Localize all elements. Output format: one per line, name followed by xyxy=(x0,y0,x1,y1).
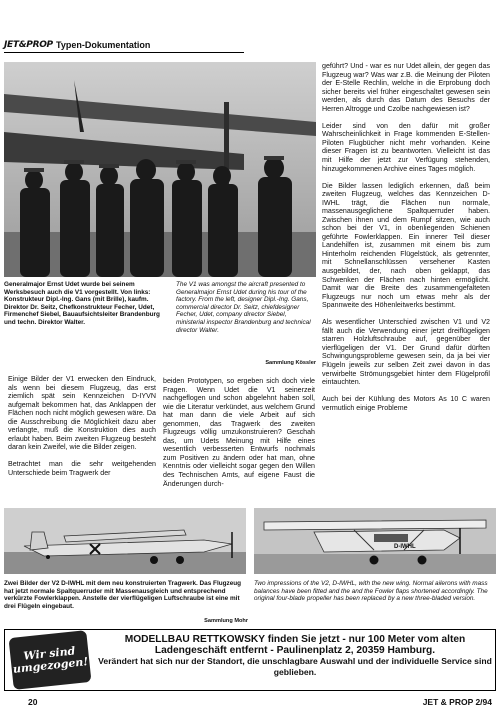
paragraph: beiden Prototypen, so ergeben sich doch viele Fragen. Wenn Udet die V1 seinerzeit nachgeflogen und schon abgelehnt haben soll, wie die Literatur verkündet, aus welchem Grund hat man dann die viele Arbeit auf sich genommen, das Tragwerk des zweiten Flugzeugs völlig umzukonstruieren? Geschah das, um Udets Meinung mit Hilfe eines wesentlich verbesserten Entwurfs nochmals zum Positiven zu ändern oder hat man, ohne Kenntnis oder vielleicht sogar gegen den Willen des Technischen Amts, auf eigene Faust die Änderungen durch- xyxy=(163,377,315,488)
paragraph: Als wesentlicher Unterschied zwischen V1 und V2 fällt auch die Verwendung einer jetzt dreiflügeligen starren Holzluftschraube auf, gegenüber der vierflügeligen der V1. Der Grund dafür dürften Schwingungsprobleme gewesen sein, da ja bei vier Flügeln jeweils zur selben Zeit zwei davon in das verwirbelte Strömungsgebiet hinter dem Flügelprofil eintauchten. xyxy=(322,318,490,387)
magazine-logo: JET&PROP xyxy=(4,40,53,50)
photo2-credit: Sammlung Mohr xyxy=(204,618,248,624)
page-header xyxy=(4,40,494,54)
text-column-middle xyxy=(163,377,315,497)
paragraph: Auch bei der Kühlung des Motors As 10 C waren vermutlich einige Probleme xyxy=(322,395,490,412)
ad-headline: MODELLBAU RETTKOWSKY finden Sie jetzt - nur 100 Meter vom alten Ladengeschäft entfernt - Paulinenplatz 2, 20359 Hamburg. xyxy=(124,634,466,656)
paragraph: Betrachtet man die sehr weitgehenden Unterschiede beim Tragwerk der xyxy=(8,460,156,477)
paragraph: geführt? Und - war es nur Udet allein, der gegen das Flugzeug war? Was war z.B. die Meinung der Piloten der E-Stelle Rechlin, welche in die Erprobung doch sicher bereits viel früher eingeschaltet gewesen sein werden, als durch das Datum des Besuchs der Herren Altrogge und Czolbe nachgewiesen ist? xyxy=(322,62,490,113)
photo-v2-left xyxy=(4,508,246,574)
page-number: 20 xyxy=(28,697,38,707)
advertisement-text xyxy=(97,634,493,678)
paragraph: Die Bilder lassen lediglich erkennen, daß beim zweiten Flugzeug, welches das Kennzeichen D-IWHL trägt, die Flächen nun normale, massenausgeglichene Spaltquerruder haben. Zwischen ihnen und dem Rumpf sitzen, wie auch schon bei der V1, in obenliegenden Schienen geführte Fowlerklappen. Ein innerer Teil dieser Landehilfen ist, zusammen mit einem bis zum Hinterholm reichenden Flügelstück, als getrennter, mit Schnellanschlüssen versehener Kasten ausgebildet, der, nach oben geklappt, das Schwenken der Flächen nach hinten ermöglicht. Damit war die Breite des zusammengefalteten Flugzeugs nur noch um etwas mehr als der Spannweite des Höhenleitwerks bestimmt. xyxy=(322,181,490,310)
aircraft-registration: D-IWHL xyxy=(394,544,416,550)
photo2-caption-en: Two impressions of the V2, D-IWHL, with the new wing. Normal ailerons with mass balances have been fitted and the and the Fowler flaps shortened accordingly. The original four-blade propeller has been replaced by a new three-bladed version. xyxy=(254,580,488,603)
ad-subline: Verändert hat sich nur der Standort, die unschlagbare Auswahl und der individuelle Service sind geblieben. xyxy=(98,656,492,677)
photo1-caption-de: Generalmajor Ernst Udet wurde bei seinem Werksbesuch auch die V1 vorgestellt. Von links: Konstrukteur Dipl.-Ing. Gans (mit Brille), kaufm. Direktor Dr. Seitz, Chefkonstrukteur Fecher, Udet, Firmenchef Siebel, Bauaufsichtsleiter Brandenburg und techn. Direktor Walter. xyxy=(4,281,160,326)
photo2-caption-de: Zwei Bilder der V2 D-IWHL mit dem neu konstruierten Tragwerk. Das Flugzeug hat jetzt normale Spaltquerruder mit Massenausgleich und entsprechend verkürzte Fowlerklappen. Anstelle der vierflügeligen Luftschraube ist eine mit drei Flügeln eingebaut. xyxy=(4,580,242,610)
moved-stamp xyxy=(8,630,91,690)
paragraph: Leider sind von den dafür mit großer Wahrscheinlichkeit in Frage kommenden E-Stellen-Piloten Flugbücher nicht mehr vorhanden. Keine dieser Fragen ist zu beantworten. Vielleicht ist das mit Hilfe der jetzt zur Verfügung stehenden, hinzugekommenen Archive eines Tages möglich. xyxy=(322,121,490,173)
stamp-text: Wir sind umgezogen! xyxy=(12,644,89,676)
photo-udet-visit xyxy=(4,62,316,277)
header-rule xyxy=(4,52,244,53)
advertisement-box xyxy=(4,629,496,691)
photo-v2-right xyxy=(254,508,496,574)
photo1-caption-en: The V1 was amongst the aircraft presented to Generalmajor Ernst Udet during his tour of the factory. From the left, designer Dipl.-Ing. Gans, commercial director Dr. Seitz, chiefdesigner Fecher, Udet, company director Siebel, ministerial inspector Brandenburg and technical director Walter. xyxy=(176,281,311,334)
text-column-right xyxy=(322,62,490,421)
photo1-credit: Sammlung Kössler xyxy=(265,360,316,366)
paragraph: Einige Bilder der V1 erwecken den Eindruck, als wenn bei diesem Flugzeug, das erst ziemlich spät sein Kennzeichen D-IYVN aufgemalt bekommen hat, das Anklappen der Flächen noch nicht möglich gewesen wäre. Da die Ausschreibung die Möglichkeit dazu aber verlangte, muß die Konstruktion dies auch erlaubt haben. Beim zweiten Flugzeug besteht daran kein Zweifel, wie die Bilder zeigen. xyxy=(8,375,156,452)
page-footer xyxy=(4,697,496,707)
section-title: Typen-Dokumentation xyxy=(56,40,151,50)
text-column-left xyxy=(8,375,156,486)
issue-label: JET & PROP 2/94 xyxy=(422,697,492,707)
